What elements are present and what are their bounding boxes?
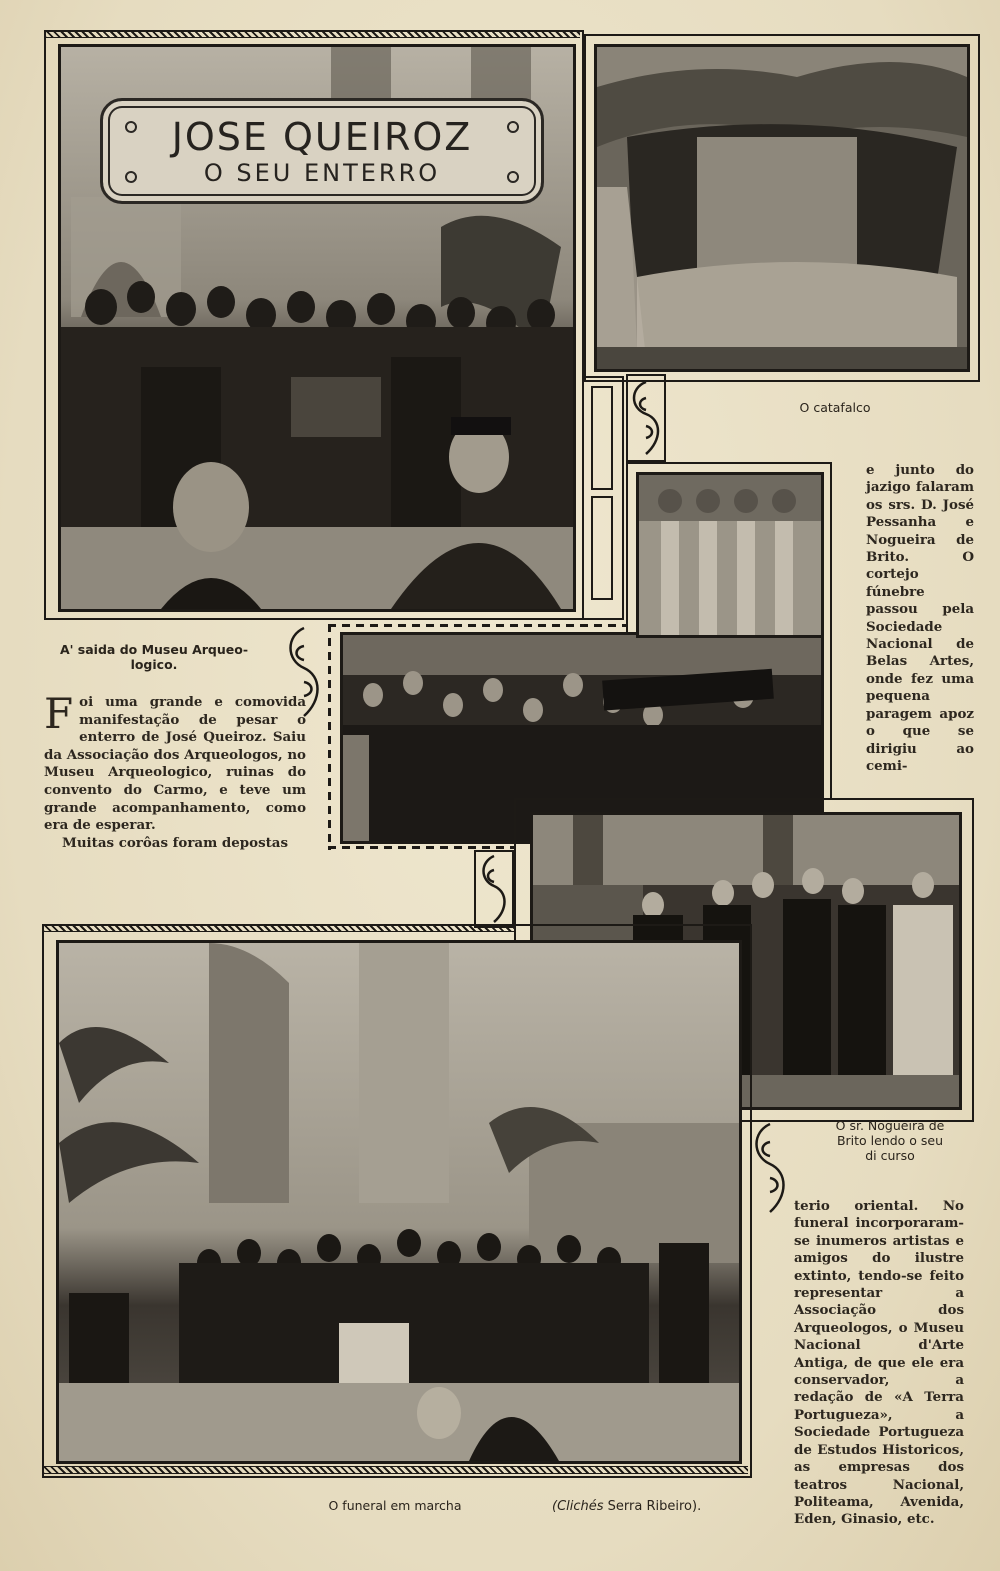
dashed-border	[328, 624, 628, 627]
ornament-swirl-icon	[626, 374, 666, 462]
photo-funeral-procession	[56, 940, 742, 1464]
article-lead-text: oi uma grande e comovida manifestação de pesar o enterro de José Queiroz. Saiu da Associação dos Arqueologos, no Museu Arqueologico, ruinas do convento do Carmo, e teve um grande acompanhamento, como era de esperar.	[44, 694, 306, 834]
frame-hatch-bottom-procession	[42, 1466, 748, 1474]
photo-credit	[552, 1499, 701, 1514]
title-line-2: O SEU ENTERRO	[203, 159, 441, 187]
article-paragraph: e junto do jazigo falaram os srs. D. José Pessanha e Nogueira de Brito. O cortejo fúnebre passou pela Sociedade Nacional de Belas Artes, onde fez uma pequena paragem apoz o que se dirigiu ao cemi-	[866, 462, 974, 774]
caption-museum-exit: A' saida do Museu Arqueo- logico.	[59, 642, 249, 672]
ornament-swirl-icon	[474, 850, 514, 928]
ornament-swirl-icon	[750, 1120, 790, 1216]
article-column-right	[866, 462, 974, 775]
title-line-1: JOSE QUEIROZ	[171, 115, 473, 159]
title-sign	[100, 98, 544, 204]
caption-catafalque: O catafalco	[799, 400, 871, 415]
frame-hatch-top-museum	[44, 30, 580, 38]
photo-catafalque	[594, 44, 970, 372]
drop-cap: F	[44, 689, 74, 738]
article-paragraph: terio oriental. No funeral incorporaram-se inumeros artistas e amigos do ilustre extinto, tendo-se feito representar a Associação dos Arqueologos, o Museu Nacional d'Arte Antiga, de que ele era conservador, a redação de «A Terra Portugueza», a Sociedade Portugueza de Estudos Historicos, as empresas dos teatros Nacional, Politeama, Avenida, Eden, Ginasio, etc.	[794, 1198, 964, 1528]
caption-funeral-procession: O funeral em marcha	[328, 1498, 462, 1513]
article-lead-last: Muitas corôas foram depostas	[62, 834, 289, 851]
photo-catafalque-image	[597, 47, 967, 369]
article-lead	[44, 689, 306, 852]
frame-hatch-top-procession	[42, 924, 514, 932]
article-column-bottom	[794, 1198, 964, 1529]
divider-panel	[591, 496, 613, 600]
photo-funeral-procession-image	[59, 943, 739, 1461]
divider-panel	[591, 386, 613, 490]
photo-cloister-columns-image	[639, 475, 821, 635]
photo-cloister-columns	[636, 472, 824, 638]
caption-speech: O sr. Nogueira de Brito lendo o seu di curso	[835, 1118, 945, 1163]
dashed-border	[328, 846, 514, 849]
dashed-border	[328, 624, 331, 850]
credit-label: (Clichés	[552, 1499, 604, 1514]
credit-name: Serra Ribeiro).	[607, 1499, 702, 1514]
